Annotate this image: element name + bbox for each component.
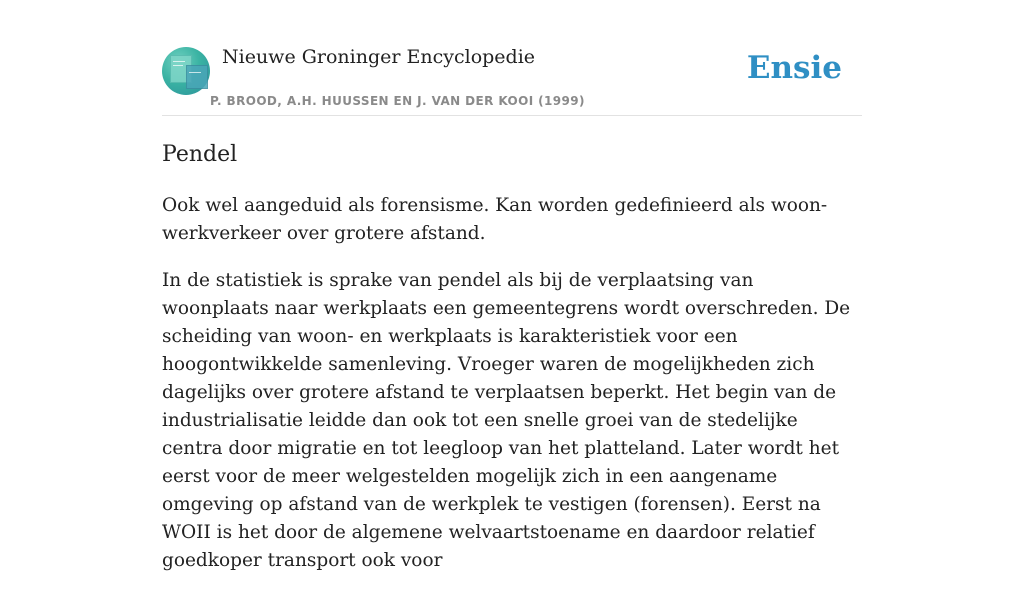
entry-text [162, 192, 862, 575]
book-title[interactable]: Nieuwe Groninger Encyclopedie [222, 46, 536, 68]
book-cover-avatar[interactable] [162, 47, 210, 95]
cover-line [189, 72, 201, 73]
cover-shape [186, 65, 208, 89]
entry-content [162, 140, 862, 594]
cover-line [173, 61, 185, 62]
cover-line [173, 65, 183, 66]
book-authors: P. BROOD, A.H. HUUSSEN EN J. VAN DER KOOI (1999) [210, 94, 585, 108]
book-header [162, 44, 862, 116]
ensie-logo-link[interactable]: Ensie [746, 50, 842, 86]
entry-title: Pendel [162, 142, 238, 167]
entry-paragraph: Ook wel aangeduid als forensisme. Kan worden gedefinieerd als woon-werkverkeer over grotere afstand. [162, 195, 828, 244]
entry-paragraph: In de statistiek is sprake van pendel als bij de verplaatsing van woonplaats naar werkplaats een gemeentegrens wordt overschreden. De scheiding van woon- en werkplaats is karakteristiek voor een hoogontwikkelde samenleving. Vroeger waren de mogelijkheden zich dagelijks over grotere afstand te verplaatsen beperkt. Het begin van de industrialisatie leidde dan ook tot een snelle groei van de stedelijke centra door migratie en tot leegloop van het platteland. Later wordt het eerst voor de meer welgestelden mogelijk zich in een aangename omgeving op afstand van de werkplek te vestigen (forensen). Eerst na WOII is het door de algemene welvaartstoename en daardoor relatief goedkoper transport ook voor [162, 270, 851, 571]
